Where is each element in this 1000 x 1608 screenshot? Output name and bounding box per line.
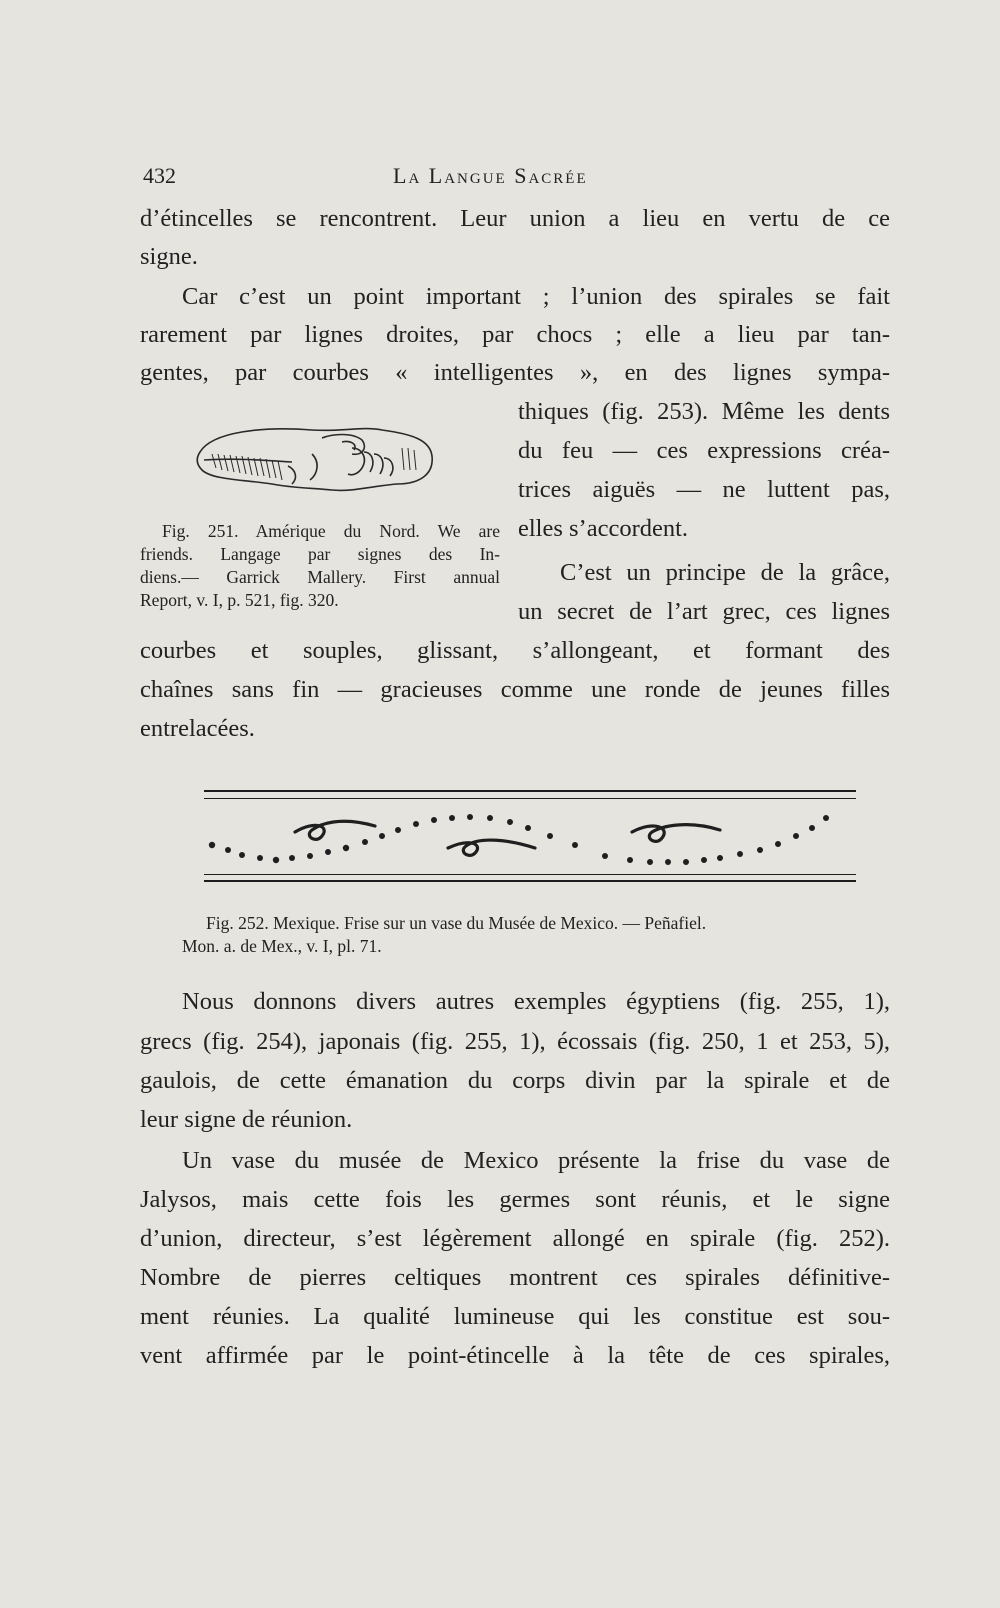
para5-line-2: Jalysos, mais cette fois les germes sont réunis, et le signe: [140, 1186, 890, 1213]
para2-line-3: gentes, par courbes « intelligentes », en des lignes sympa-: [140, 359, 890, 386]
para2-narrow-line-4: elles s’accordent.: [518, 515, 689, 542]
para3-line-3: entrelacées.: [140, 715, 255, 742]
para4-line-4: leur signe de réunion.: [140, 1106, 353, 1133]
running-title: La Langue Sacrée: [393, 163, 588, 188]
para4-line-1: Nous donnons divers autres exemples égyptiens (fig. 255, 1),: [182, 988, 890, 1015]
fig251-caption-line-3: diens.— Garrick Mallery. First annual: [140, 567, 500, 587]
para2-narrow-line-1: thiques (fig. 253). Même les dents: [518, 398, 890, 425]
para1-line-1: d’étincelles se rencontrent. Leur union a lieu en vertu de ce: [140, 205, 890, 232]
fig252-frieze-illustration: [200, 790, 860, 890]
page-header: [143, 163, 893, 195]
para5-line-6: vent affirmée par le point-étincelle à la tête de ces spirales,: [140, 1342, 890, 1369]
para4-line-2: grecs (fig. 254), japonais (fig. 255, 1), écossais (fig. 250, 1 et 253, 5),: [140, 1028, 890, 1055]
para2-narrow-line-3: trices aiguës — ne luttent pas,: [518, 476, 890, 503]
para5-line-5: ment réunies. La qualité lumineuse qui les constitue est sou-: [140, 1303, 890, 1330]
para3-line-2: chaînes sans fin — gracieuses comme une ronde de jeunes filles: [140, 676, 890, 703]
fig251-caption-line-4: Report, v. I, p. 521, fig. 320.: [140, 590, 339, 610]
fig251-caption-line-2: friends. Langage par signes des In-: [140, 544, 500, 564]
fig251-caption-line-1: Fig. 251. Amérique du Nord. We are: [162, 521, 500, 541]
fig252-caption-line-1: Fig. 252. Mexique. Frise sur un vase du Musée de Mexico. — Peñafiel.: [206, 913, 707, 933]
fig252-caption-line-2: Mon. a. de Mex., v. I, pl. 71.: [182, 936, 382, 956]
fig251-handshake-illustration: [192, 418, 442, 500]
para4-line-3: gaulois, de cette émanation du corps divin par la spirale et de: [140, 1067, 890, 1094]
frieze-bottom-rule: [204, 880, 856, 882]
para5-line-4: Nombre de pierres celtiques montrent ces spirales définitive-: [140, 1264, 890, 1291]
para1-line-2: signe.: [140, 243, 198, 270]
frieze-bottom-rule-thin: [204, 874, 856, 875]
para2-line-1: Car c’est un point important ; l’union des spirales se fait: [182, 283, 890, 310]
para5-line-3: d’union, directeur, s’est légèrement allongé en spirale (fig. 252).: [140, 1225, 890, 1252]
para2-line-2: rarement par lignes droites, par chocs ; elle a lieu par tan-: [140, 321, 890, 348]
page-number: 432: [143, 163, 176, 188]
para2-narrow-line-2: du feu — ces expressions créa-: [518, 437, 890, 464]
para3-narrow-line-2: un secret de l’art grec, ces lignes: [518, 598, 890, 625]
para3-narrow-line-1: C’est un principe de la grâce,: [560, 559, 890, 586]
para5-line-1: Un vase du musée de Mexico présente la frise du vase de: [182, 1147, 890, 1174]
para3-line-1: courbes et souples, glissant, s’allongeant, et formant des: [140, 637, 890, 664]
